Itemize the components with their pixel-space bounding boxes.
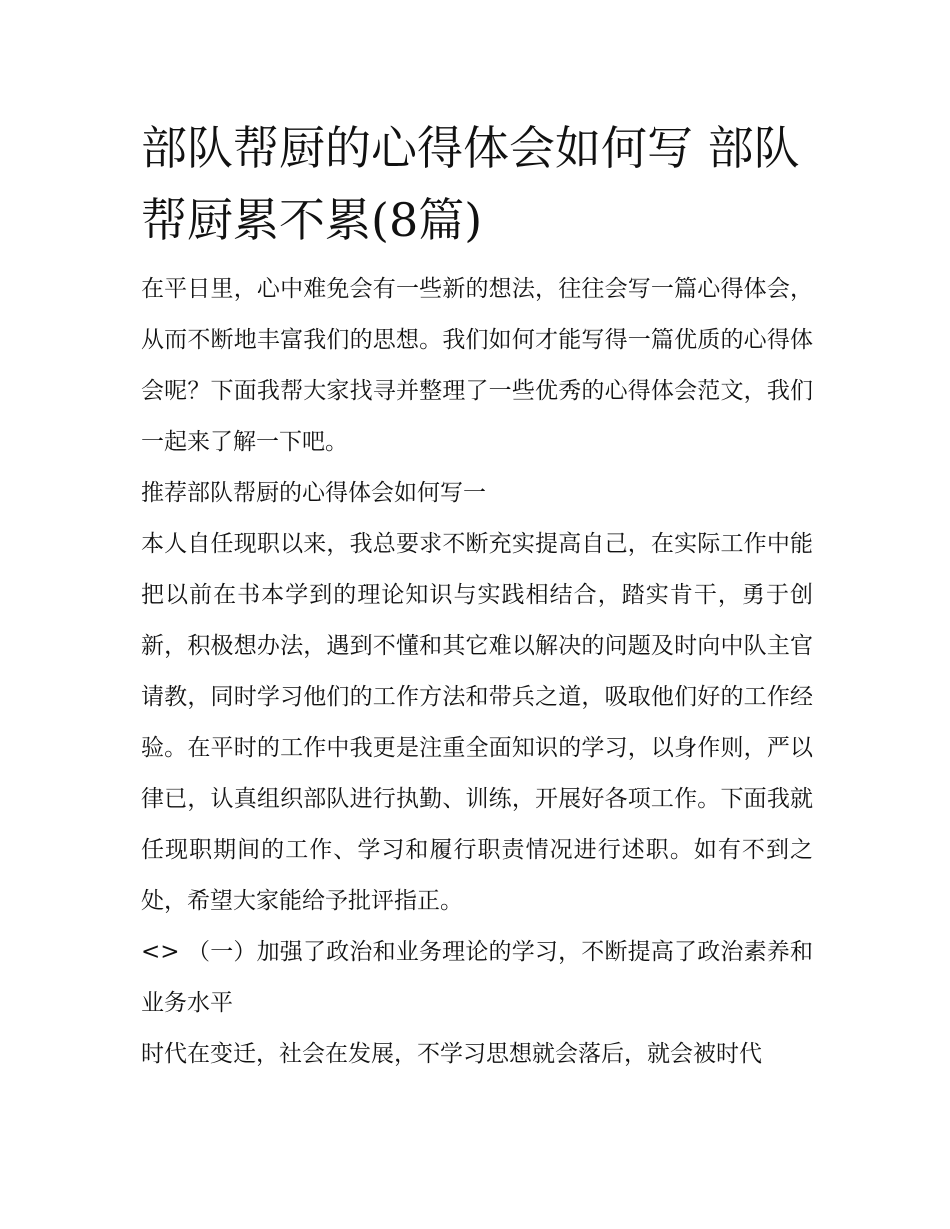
document-title: 部队帮厨的心得体会如何写 部队帮厨累不累(8篇) [141,121,800,247]
section-heading: 推荐部队帮厨的心得体会如何写一 [141,480,486,506]
intro-paragraph: 在平日里，心中难免会有一些新的想法，往往会写一篇心得体会，从而不断地丰富我们的思想。我们如何才能写得一篇优质的心得体会呢？下面我帮大家找寻并整理了一些优秀的心得体会范文，我们一起来了解一下吧。 [141,276,813,455]
body-paragraph-continued: 时代在变迁，社会在发展，不学习思想就会落后，就会被时代 [141,1041,762,1067]
document-page [141,112,813,1080]
body-paragraph: 本人自任现职以来，我总要求不断充实提高自己，在实际工作中能把以前在书本学到的理论知识与实践相结合，踏实肯干，勇于创新，积极想办法，遇到不懂和其它难以解决的问题及时向中队主官请教，同时学习他们的工作方法和带兵之道，吸取他们好的工作经验。在平时的工作中我更是注重全面知识的学习，以身作则，严以律已，认真组织部队进行执勤、训练，开展好各项工作。下面我就任现职期间的工作、学习和履行职责情况进行述职。如有不到之处，希望大家能给予批评指正。 [141,531,813,914]
subsection-heading: <> （一）加强了政治和业务理论的学习，不断提高了政治素养和业务水平 [141,939,813,1016]
